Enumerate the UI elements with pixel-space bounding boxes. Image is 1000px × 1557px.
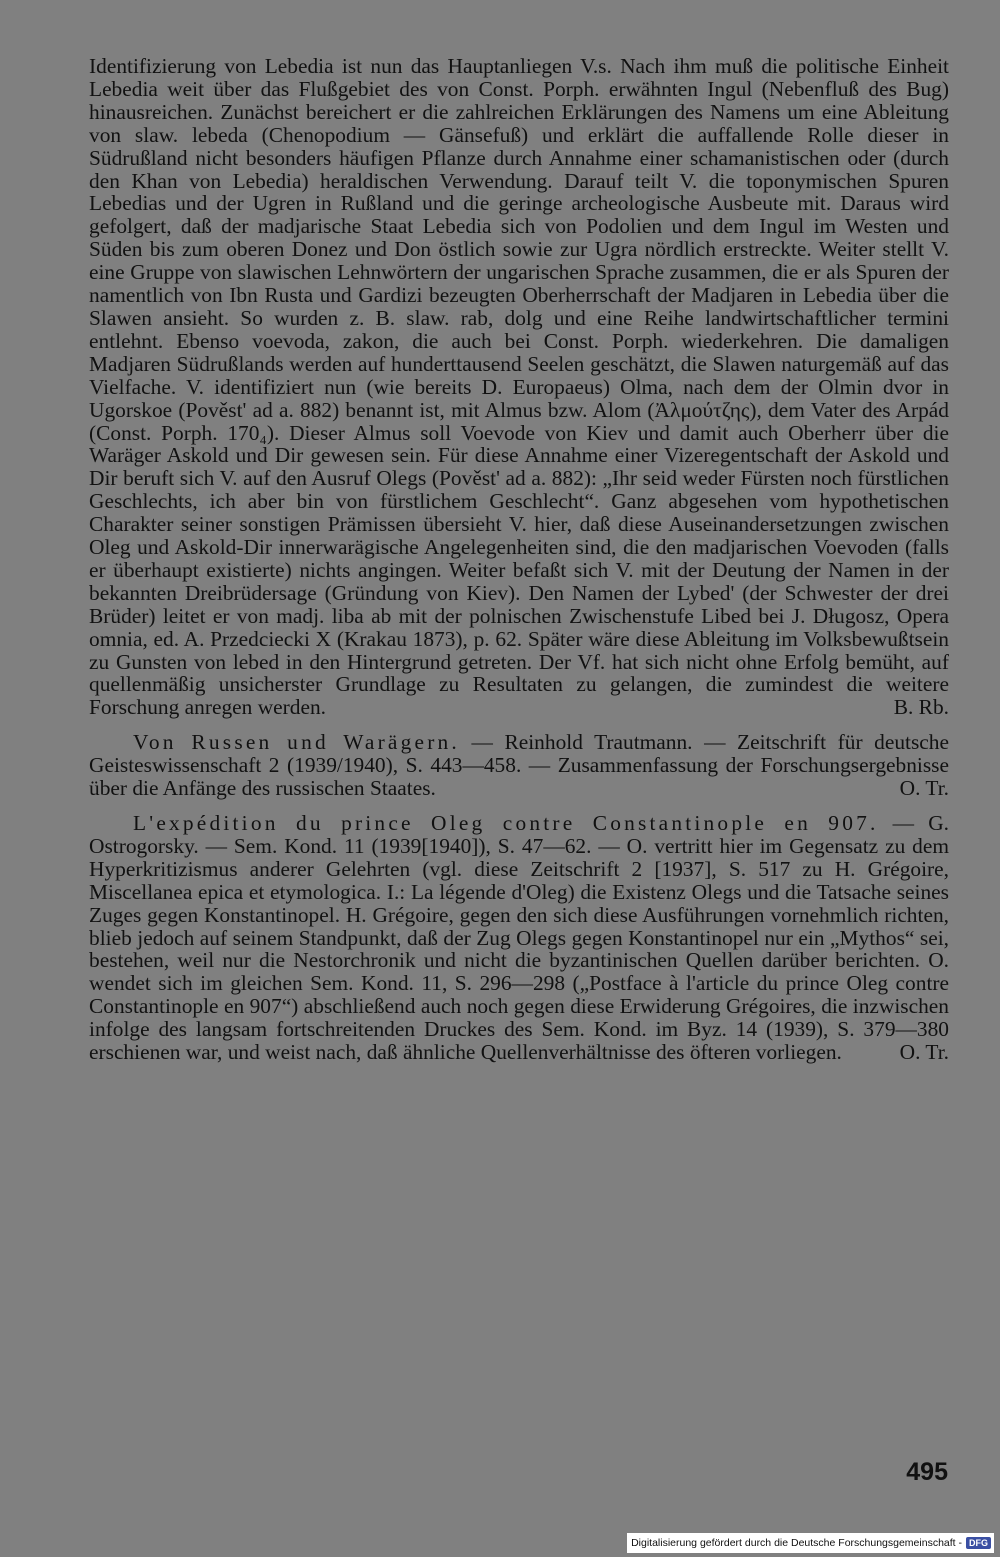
entry-title: L'expédition du prince Oleg contre Constantinople en 907. xyxy=(133,811,879,835)
entry-text: — Reinhold Trautmann. — Zeitschrift für deutsche Geisteswissenschaft 2 (1939/1940), S. 443—458. — Zusammenfassung der Forschungsergebnisse über die Anfänge des russischen Staates. xyxy=(89,730,949,801)
entry-paragraph xyxy=(89,55,949,719)
entry-paragraph xyxy=(89,812,949,1064)
entry-title: Von Russen und Warägern. xyxy=(133,730,460,755)
footer-text: Digitalisierung gefördert durch die Deutsche Forschungsgemeinschaft - xyxy=(631,1537,962,1549)
entry-text: — G. Ostrogorsky. — Sem. Kond. 11 (1939[1940]), S. 47—62. — O. vertritt hier im Gegensatz zu dem Hyperkritizismus anderer Gelehrten (vgl. diese Zeitschrift 2 [1937], S. 517 zu H. Grégoire, Miscellanea epica et etymologica. I.: La légende d'Oleg) die Existenz Olegs und die Tatsache seines Zuges gegen Konstantinopel. H. Grégoire, gegen den sich diese Ausführungen vornehmlich richten, blieb jedoch auf seinem Standpunkt, daß der Zug Olegs gegen Konstantinopel nur ein „Mythos“ sei, bestehen, weil nur die Nestorchronik und nicht die byzantinischen Quellen darüber berichten. O. wendet sich im gleichen Sem. Kond. 11, S. 296—298 („Postface à l'article du prince Oleg contre Constantinople en 907“) abschließend auch noch gegen diese Erwiderung Grégoires, die inzwischen infolge des langsam fortschreitenden Druckes des Sem. Kond. im Byz. 14 (1939), S. 379—380 erschienen war, und weist nach, daß ähnliche Quellenverhältnisse des öfteren vorliegen. xyxy=(89,811,949,1065)
dfg-logo-icon: DFG xyxy=(966,1537,991,1549)
entry-von-russen xyxy=(89,731,949,800)
entry-expedition-oleg xyxy=(89,812,949,1064)
entry-paragraph xyxy=(89,731,949,800)
entry-text: Identifizierung von Lebedia ist nun das Hauptanliegen V.s. Nach ihm muß die politische Einheit Lebedia weit über das Flußgebiet des von Const. Porph. erwähnten Ingul (Nebenfluß des Bug) hinausreichen. Zunächst bereichert er die zahlreichen Erklärungen des Namens um eine Ableitung von slaw. lebeda (Chenopodium — Gänsefuß) und erklärt die auffallende Rolle dieser in Südrußland nicht besonders häufigen Pflanze durch Annahme einer schamanistischen oder (durch den Khan von Lebedia) heraldischen Verwendung. Darauf teilt V. die toponymischen Spuren Lebedias und der Ugren in Rußland und die geringe archeologische Ausbeute mit. Daraus wird gefolgert, daß der madjarische Staat Lebedia sich von Podolien und dem Ingul im Westen und Süden bis zum oberen Donez und Don östlich sowie zur Ugra nördlich erstreckte. Weiter stellt V. eine Gruppe von slawischen Lehnwörtern der ungarischen Sprache zusammen, die er als Spuren der namentlich von Ibn Rusta und Gardizi bezeugten Oberherrschaft der Madjaren in Lebedia über die Slawen ansieht. So wurden z. B. slaw. rab, dolg und eine Reihe landwirtschaftlicher termini entlehnt. Ebenso voevoda, zakon, die auch bei Const. Porph. wiederkehren. Die damaligen Madjaren Südrußlands werden auf hunderttausend Seelen geschätzt, die Slawen naturgemäß auf das Vielfache. V. identifiziert nun (wie bereits D. Europaeus) Olma, nach dem der Olmin dvor in Ugorskoe (Pověst' ad a. 882) benannt ist, mit Almus bzw. Alom (Ἀλμούτζης), dem Vater des Arpád (Const. Porph. 170₄). Dieser Almus soll Voevode von Kiev und damit auch Oberherr über die Waräger Askold und Dir gewesen sein. Für diese Annahme einer Vizeregentschaft der Askold und Dir beruft sich V. auf den Ausruf Olegs (Pověst' ad a. 882): „Ihr seid weder Fürsten noch fürstlichen Geschlechts, ich aber bin von fürstlichem Geschlecht“. Ganz abgesehen vom hypothetischen Charakter seiner sonstigen Prämissen übersieht V. hier, daß diese Auseinandersetzungen zwischen Oleg und Askold-Dir innerwarägische Angelegenheiten sind, die den madjarischen Voevoden (falls er überhaupt existierte) nichts angingen. Weiter befaßt sich V. mit der Deutung der Namen in der bekannten Dreibrüdersage (Gründung von Kiev). Den Namen der Lybed' (der Schwester der drei Brüder) leitet er von madj. liba ab mit der polnischen Zwischenstufe Libed bei J. Długosz, Opera omnia, ed. A. Przedciecki X (Krakau 1873), p. 62. Später wäre diese Ableitung im Volksbewußtsein zu Gunsten von lebed in den Hintergrund getreten. Der Vf. hat sich nicht ohne Erfolg bemüht, auf quellenmäßig unsicherster Grundlage zu Resultaten zu gelangen, die zumindest die weitere Forschung anregen werden. xyxy=(89,54,949,720)
entry-signature: B. Rb. xyxy=(893,695,949,720)
page-body xyxy=(89,55,949,1064)
entry-signature: O. Tr. xyxy=(899,776,949,801)
digitization-footer xyxy=(627,1533,994,1553)
entry-signature: O. Tr. xyxy=(899,1040,949,1065)
entry-continued xyxy=(89,55,949,719)
page-number: 495 xyxy=(906,1458,948,1486)
